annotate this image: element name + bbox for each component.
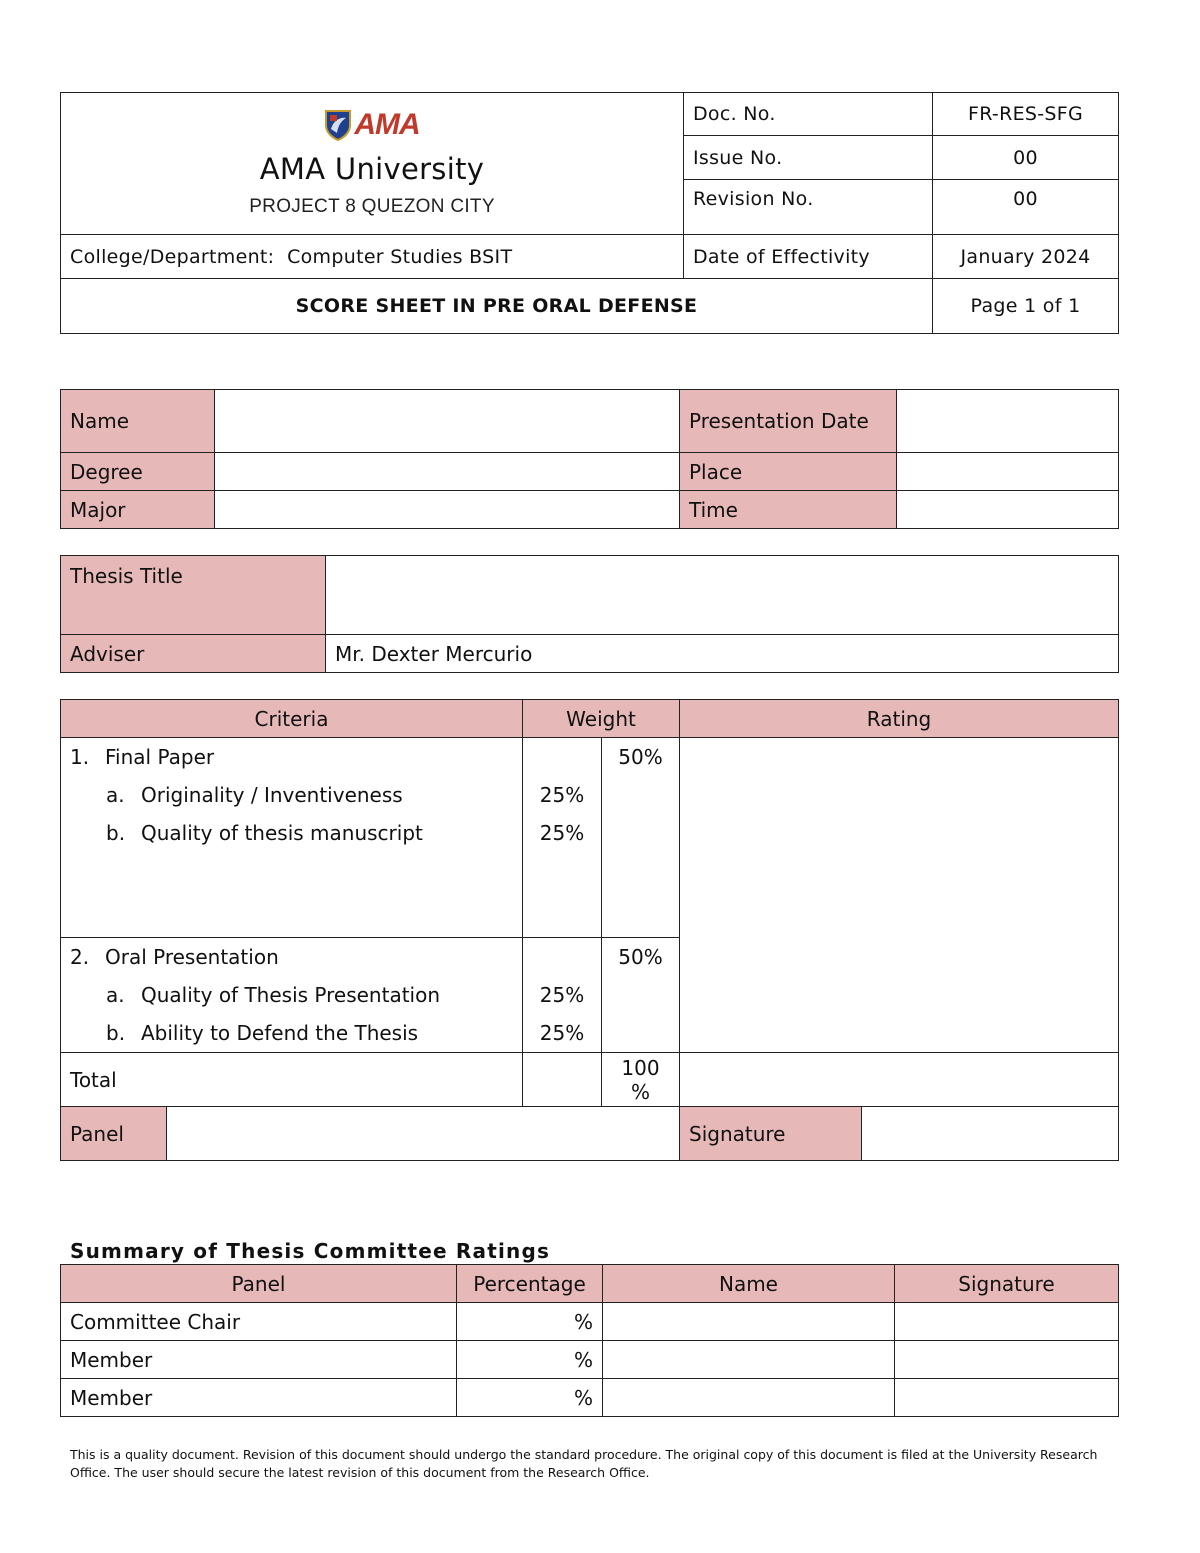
issue-no-value: 00 <box>933 136 1119 180</box>
summary-percentage-field[interactable]: % <box>457 1379 603 1417</box>
summary-table <box>60 1264 1119 1417</box>
criteria-item <box>70 776 513 814</box>
place-field[interactable] <box>897 453 1119 491</box>
department-label: College/Department: <box>70 245 275 268</box>
thesis-title-label: Thesis Title <box>61 556 326 635</box>
criteria-header: Criteria <box>61 700 523 738</box>
summary-panel-role: Member <box>61 1341 457 1379</box>
presentation-date-label: Presentation Date <box>680 390 897 453</box>
document-header <box>60 92 1119 334</box>
presentation-date-field[interactable] <box>897 390 1119 453</box>
group-weight: 50% <box>618 745 663 769</box>
summary-col-panel: Panel <box>61 1265 457 1303</box>
item-letter: b. <box>106 821 126 845</box>
group-number: 2. <box>70 945 90 969</box>
summary-name-field[interactable] <box>603 1341 895 1379</box>
degree-field[interactable] <box>215 453 680 491</box>
group-number: 1. <box>70 745 90 769</box>
rating-field[interactable] <box>680 738 1119 1053</box>
summary-signature-field[interactable] <box>895 1303 1119 1341</box>
group-weight-cell <box>602 738 680 938</box>
total-sub-weight <box>523 1053 602 1107</box>
item-label: Quality of thesis manuscript <box>141 821 423 845</box>
ama-logo-text: AMA <box>354 108 420 141</box>
summary-panel-role: Committee Chair <box>61 1303 457 1341</box>
group-label: Oral Presentation <box>105 945 279 969</box>
time-field[interactable] <box>897 491 1119 529</box>
table-row <box>61 1341 1119 1379</box>
university-block <box>61 93 684 235</box>
summary-col-name: Name <box>603 1265 895 1303</box>
summary-percentage-field[interactable]: % <box>457 1303 603 1341</box>
item-letter: a. <box>106 783 125 807</box>
criteria-item <box>70 1014 513 1052</box>
ama-logo <box>324 107 419 143</box>
table-row <box>61 1379 1119 1417</box>
department-value: Computer Studies BSIT <box>287 245 513 268</box>
footer-note: This is a quality document. Revision of this document should undergo the standard procedure. The original copy of this document is filed at the University Research Office. The user should secure the latest revision of this document from the Research Office. <box>70 1447 1098 1480</box>
name-field[interactable] <box>215 390 680 453</box>
summary-name-field[interactable] <box>603 1379 895 1417</box>
degree-label: Degree <box>61 453 215 491</box>
signature-field[interactable] <box>862 1107 1119 1161</box>
table-row <box>61 1303 1119 1341</box>
ama-shield-icon <box>324 109 352 141</box>
group-label: Final Paper <box>105 745 215 769</box>
major-label: Major <box>61 491 215 529</box>
item-weight: 25% <box>539 1021 585 1045</box>
page-info: Page 1 of 1 <box>933 279 1119 334</box>
department-cell <box>61 235 684 279</box>
summary-heading: Summary of Thesis Committee Ratings <box>70 1239 551 1263</box>
summary-col-percentage: Percentage <box>457 1265 603 1303</box>
thesis-table <box>60 555 1119 673</box>
rating-header: Rating <box>680 700 1119 738</box>
criteria-item <box>70 814 513 852</box>
weight-header: Weight <box>523 700 680 738</box>
total-weight: 100 % <box>602 1053 680 1107</box>
criteria-table <box>60 699 1119 1161</box>
revision-no-value: 00 <box>933 180 1119 235</box>
sub-weight-column <box>523 738 602 938</box>
item-letter: b. <box>106 1021 126 1045</box>
criteria-item <box>70 976 513 1014</box>
criteria-group-oral-presentation <box>61 938 523 1053</box>
item-label: Ability to Defend the Thesis <box>141 1021 419 1045</box>
criteria-group-title <box>70 738 513 776</box>
thesis-title-field[interactable] <box>326 556 1119 635</box>
summary-panel-role: Member <box>61 1379 457 1417</box>
panel-label: Panel <box>61 1107 167 1161</box>
student-info-table <box>60 389 1119 529</box>
criteria-group-final-paper <box>61 738 523 938</box>
criteria-group-title <box>70 938 513 976</box>
item-label: Originality / Inventiveness <box>141 783 403 807</box>
item-label: Quality of Thesis Presentation <box>141 983 441 1007</box>
item-letter: a. <box>106 983 125 1007</box>
time-label: Time <box>680 491 897 529</box>
summary-name-field[interactable] <box>603 1303 895 1341</box>
form-title: SCORE SHEET IN PRE ORAL DEFENSE <box>61 279 933 334</box>
campus-name: PROJECT 8 QUEZON CITY <box>249 196 495 217</box>
panel-field[interactable] <box>167 1107 680 1161</box>
group-weight-cell <box>602 938 680 1053</box>
total-rating-field[interactable] <box>680 1053 1119 1107</box>
place-label: Place <box>680 453 897 491</box>
adviser-value: Mr. Dexter Mercurio <box>326 635 1119 673</box>
doc-no-value: FR-RES-SFG <box>933 93 1119 136</box>
group-weight: 50% <box>618 945 663 969</box>
university-name: AMA University <box>259 152 485 186</box>
summary-col-signature: Signature <box>895 1265 1119 1303</box>
total-label: Total <box>61 1053 523 1107</box>
signature-label: Signature <box>680 1107 862 1161</box>
name-label: Name <box>61 390 215 453</box>
issue-no-label: Issue No. <box>684 136 933 180</box>
revision-no-label: Revision No. <box>684 180 933 235</box>
item-weight: 25% <box>539 783 585 807</box>
summary-signature-field[interactable] <box>895 1379 1119 1417</box>
summary-percentage-field[interactable]: % <box>457 1341 603 1379</box>
summary-signature-field[interactable] <box>895 1341 1119 1379</box>
adviser-label: Adviser <box>61 635 326 673</box>
effectivity-value: January 2024 <box>933 235 1119 279</box>
sub-weight-column <box>523 938 602 1053</box>
doc-no-label: Doc. No. <box>684 93 933 136</box>
item-weight: 25% <box>539 821 585 845</box>
item-weight: 25% <box>539 983 585 1007</box>
effectivity-label: Date of Effectivity <box>684 235 933 279</box>
major-field[interactable] <box>215 491 680 529</box>
